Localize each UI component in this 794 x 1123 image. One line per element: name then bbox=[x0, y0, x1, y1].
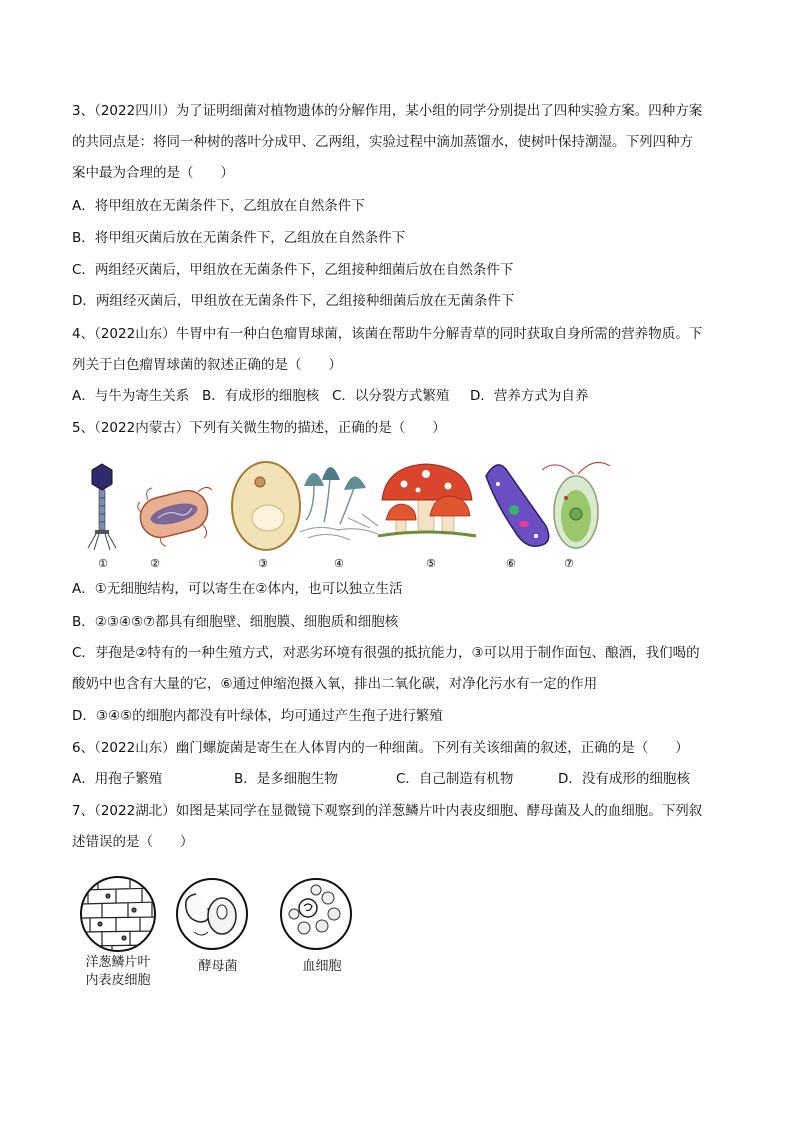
bacterium-illustration bbox=[136, 486, 212, 546]
chlamydomonas-illustration bbox=[542, 462, 610, 548]
q3-stem-line-2: 的共同点是：将同一种树的落叶分成甲、乙两组，实验过程中滴加蒸馏水，使树叶保持潮湿。下列四种方 bbox=[72, 134, 693, 150]
microorganisms-figure bbox=[78, 452, 638, 572]
yeast-cell-illustration bbox=[232, 462, 300, 550]
q5-stem: 5、（2022内蒙古）下列有关微生物的描述，正确的是（ ） bbox=[72, 420, 446, 436]
mold-illustration bbox=[300, 467, 378, 540]
q3-option-c[interactable]: C．两组经灭菌后，甲组放在无菌条件下，乙组接种细菌后放在自然条件下 bbox=[72, 262, 514, 278]
figure-label-6: ⑥ bbox=[506, 557, 516, 570]
q3-option-d[interactable]: D．两组经灭菌后，甲组放在无菌条件下，乙组接种细菌后放在无菌条件下 bbox=[72, 293, 515, 309]
q6-options-row bbox=[72, 769, 690, 789]
q4-option-c[interactable]: C．以分裂方式繁殖 bbox=[332, 388, 450, 404]
caption-blood-cells: 血细胞 bbox=[302, 959, 342, 974]
q3-option-b[interactable]: B．将甲组灭菌后放在无菌条件下，乙组放在自然条件下 bbox=[72, 230, 406, 246]
q4-stem-line-1: 4、（2022山东）牛胃中有一种白色瘤胃球菌，该菌在帮助牛分解青草的同时获取自身所需的营养物质。下 bbox=[72, 326, 703, 342]
q5-option-c-line-2[interactable]: 酸奶中也含有大量的它，⑥通过伸缩泡摄入氧，排出二氧化碳，对净化污水有一定的作用 bbox=[72, 676, 598, 692]
yeast-microscope-illustration bbox=[177, 879, 247, 949]
q4-options-row bbox=[72, 386, 588, 406]
q4-option-a[interactable]: A．与牛为寄生关系 bbox=[72, 388, 190, 404]
figure-label-4: ④ bbox=[334, 557, 344, 570]
figure-label-7: ⑦ bbox=[564, 557, 574, 570]
q6-stem: 6、（2022山东）幽门螺旋菌是寄生在人体胃内的一种细菌。下列有关该细菌的叙述，正确的是（ ） bbox=[72, 740, 689, 756]
figure-label-3: ③ bbox=[258, 557, 268, 570]
blood-cells-illustration bbox=[281, 879, 351, 949]
q3-option-a[interactable]: A．将甲组放在无菌条件下，乙组放在自然条件下 bbox=[72, 198, 365, 214]
caption-onion-line-2: 内表皮细胞 bbox=[85, 973, 151, 988]
figure-label-5: ⑤ bbox=[426, 557, 436, 570]
figure-label-1: ① bbox=[98, 557, 108, 570]
q6-option-c[interactable]: C．自己制造有机物 bbox=[396, 771, 514, 787]
bacteriophage-illustration bbox=[88, 464, 116, 550]
q4-stem-line-2: 列关于白色瘤胃球菌的叙述正确的是（ ） bbox=[72, 357, 342, 373]
caption-onion-line-1: 洋葱鳞片叶 bbox=[85, 955, 151, 970]
q5-option-d[interactable]: D．③④⑤的细胞内都没有叶绿体，均可通过产生孢子进行繁殖 bbox=[72, 708, 443, 724]
paramecium-illustration bbox=[486, 465, 549, 546]
caption-onion-epidermis bbox=[76, 954, 160, 990]
q7-stem-line-1: 7、（2022湖北）如图是某同学在显微镜下观察到的洋葱鳞片叶内表皮细胞、酵母菌及人的血细胞。下列叙 bbox=[72, 803, 703, 819]
figure-label-2: ② bbox=[150, 557, 160, 570]
q6-option-d[interactable]: D．没有成形的细胞核 bbox=[558, 771, 690, 787]
q6-option-a[interactable]: A．用孢子繁殖 bbox=[72, 771, 163, 787]
q5-option-c-line-1[interactable]: C．芽孢是②特有的一种生殖方式，对恶劣环境有很强的抵抗能力，③可以用于制作面包、酿酒，我们喝的 bbox=[72, 645, 700, 661]
q3-stem-line-1: 3、（2022四川）为了证明细菌对植物遗体的分解作用，某小组的同学分别提出了四种实验方案。四种方案 bbox=[72, 103, 703, 119]
q4-option-d[interactable]: D．营养方式为自养 bbox=[470, 388, 589, 404]
q3-stem-line-3: 案中最为合理的是（ ） bbox=[72, 165, 234, 181]
q5-option-a[interactable]: A．①无细胞结构，可以寄生在②体内，也可以独立生活 bbox=[72, 581, 403, 597]
mushroom-illustration bbox=[378, 464, 476, 536]
q4-option-b[interactable]: B．有成形的细胞核 bbox=[202, 388, 320, 404]
q5-option-b[interactable]: B．②③④⑤⑦都具有细胞壁、细胞膜、细胞质和细胞核 bbox=[72, 614, 399, 630]
q7-stem-line-2: 述错误的是（ ） bbox=[72, 834, 194, 850]
q6-option-b[interactable]: B．是多细胞生物 bbox=[234, 771, 338, 787]
caption-yeast: 酵母菌 bbox=[198, 959, 238, 974]
onion-epidermis-illustration bbox=[80, 876, 158, 954]
